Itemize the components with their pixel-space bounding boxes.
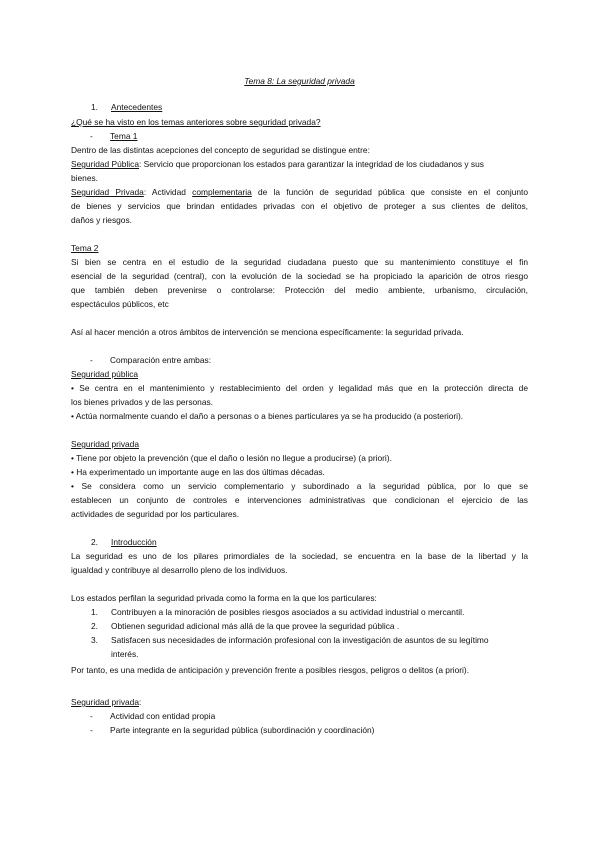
numbered-list-item	[91, 607, 548, 618]
sec2-privada-heading	[71, 697, 528, 708]
tema2-line: esencial de la seguridad (central), con la evolución de la sociedad se ha propiciado la aparición de otros riesgo	[71, 271, 528, 281]
section-2-title: Introducción	[111, 537, 157, 547]
tema2-label: Tema 2	[71, 243, 99, 253]
dash-marker: -	[90, 131, 93, 141]
tema2-line: Si bien se centra en el estudio de la seguridad ciudadana puesto que su mantenimiento constituye el fin	[71, 257, 528, 267]
dash-marker: -	[90, 711, 93, 721]
intro-paragraph-line: La seguridad es uno de los pilares primordiales de la sociedad, se encuentra en la base de la libertad y la	[71, 551, 528, 561]
page-title: Tema 8: La seguridad privada	[244, 76, 355, 86]
dash-marker: -	[90, 355, 93, 365]
portanto-paragraph: Por tanto, es una medida de anticipación y prevención frente a posibles riesgos, peligros o delitos (a priori).	[71, 665, 470, 675]
numbered-list-item-continuation: interés.	[111, 649, 139, 659]
dash-marker: -	[90, 725, 93, 735]
comp-privada-bullet: establecen un conjunto de controles e intervenciones administrativas que condicionan el ejercicio de las	[71, 495, 528, 505]
privada-definition-line-2: de bienes y servicios que brindan entidades privadas con el objetivo de proteger a sus clientes de delitos,	[71, 201, 528, 211]
tema1-label: Tema 1	[110, 131, 138, 141]
asi-paragraph: Así al hacer mención a otros ámbitos de intervención se menciona específicamente: la seguridad privada.	[71, 327, 464, 337]
tema1-intro: Dentro de las distintas acepciones del concepto de seguridad se distingue entre:	[71, 145, 370, 155]
privada-definition-line-1	[71, 187, 528, 198]
comp-privada-bullet: • Se considera como un servicio complementario y subordinado a la seguridad pública, por lo que se	[71, 481, 528, 491]
section-2-heading	[91, 537, 548, 548]
tema2-line: que también deben prevenirse o controlarse: Protección del medio ambiente, urbanismo, circulación,	[71, 285, 528, 295]
comp-publica-bullet: • Actúa normalmente cuando el daño a personas o a bienes particulares ya se ha producido (a posteriori).	[71, 411, 464, 421]
section-2-number: 2.	[91, 537, 98, 547]
section-1-title: Antecedentes	[111, 102, 163, 112]
numbered-list-item	[91, 635, 548, 646]
section-1-number: 1.	[91, 102, 98, 112]
section-1-heading	[91, 102, 548, 113]
publica-definition-line-2: bienes.	[71, 173, 99, 183]
perfilan-paragraph: Los estados perfilan la seguridad privada como la forma en la que los particulares:	[71, 593, 377, 603]
comparacion-label: Comparación entre ambas:	[110, 355, 212, 365]
dash-list-item	[90, 711, 547, 722]
comp-privada-bullet: actividades de seguridad por los particulares.	[71, 509, 240, 519]
privada-label: Seguridad Privada	[71, 187, 144, 197]
list-text: Contribuyen a la minoración de posibles riesgos asociados a su actividad industrial o mercantil.	[111, 607, 465, 617]
numbered-list-item	[91, 621, 548, 632]
dash-list-text: Parte integrante en la seguridad pública (subordinación y coordinación)	[110, 725, 375, 735]
list-number: 3.	[91, 635, 98, 645]
complementaria-word: complementaria	[192, 187, 252, 197]
tema1-item	[90, 131, 547, 142]
intro-paragraph-line: igualdad y contribuye al desarrollo pleno de los individuos.	[71, 565, 288, 575]
dash-list-item	[90, 725, 547, 736]
list-text: Satisfacen sus necesidades de información profesional con la investigación de asuntos de su legítimo	[111, 635, 489, 645]
comparacion-item	[90, 355, 547, 366]
list-number: 1.	[91, 607, 98, 617]
comp-privada-label: Seguridad privada	[71, 439, 139, 449]
antecedentes-question: ¿Qué se ha visto en los temas anteriores sobre seguridad privada?	[71, 117, 321, 127]
comp-privada-bullet: • Tiene por objeto la prevención (que el daño o lesión no llegue a producirse) (a priori).	[71, 453, 392, 463]
comp-publica-bullet: • Se centra en el mantenimiento y restablecimiento del orden y legalidad más que en la protección directa de	[71, 383, 528, 393]
publica-label: Seguridad Pública	[71, 159, 139, 169]
comp-privada-bullet: • Ha experimentado un importante auge en las dos últimas décadas.	[71, 467, 325, 477]
colon: :	[138, 697, 142, 707]
sec2-privada-label: Seguridad privada	[71, 697, 139, 707]
privada-text-a: : Actividad	[143, 187, 193, 197]
list-text: Obtienen seguridad adicional más allá de la que provee la seguridad pública .	[111, 621, 400, 631]
privada-text-c: de la función de seguridad pública que consiste en el conjunto	[251, 187, 529, 197]
tema2-line: espectáculos públicos, etc	[71, 299, 169, 309]
privada-definition-line-3: daños y riesgos.	[71, 215, 132, 225]
list-number: 2.	[91, 621, 98, 631]
dash-list-text: Actividad con entidad propia	[110, 711, 216, 721]
comp-publica-bullet: los bienes privados y de las personas.	[71, 397, 213, 407]
publica-definition-line-1	[71, 159, 528, 170]
publica-text: : Servicio que proporcionan los estados para garantizar la integridad de los ciudadanos y sus	[138, 159, 484, 169]
comp-publica-label: Seguridad pública	[71, 369, 139, 379]
